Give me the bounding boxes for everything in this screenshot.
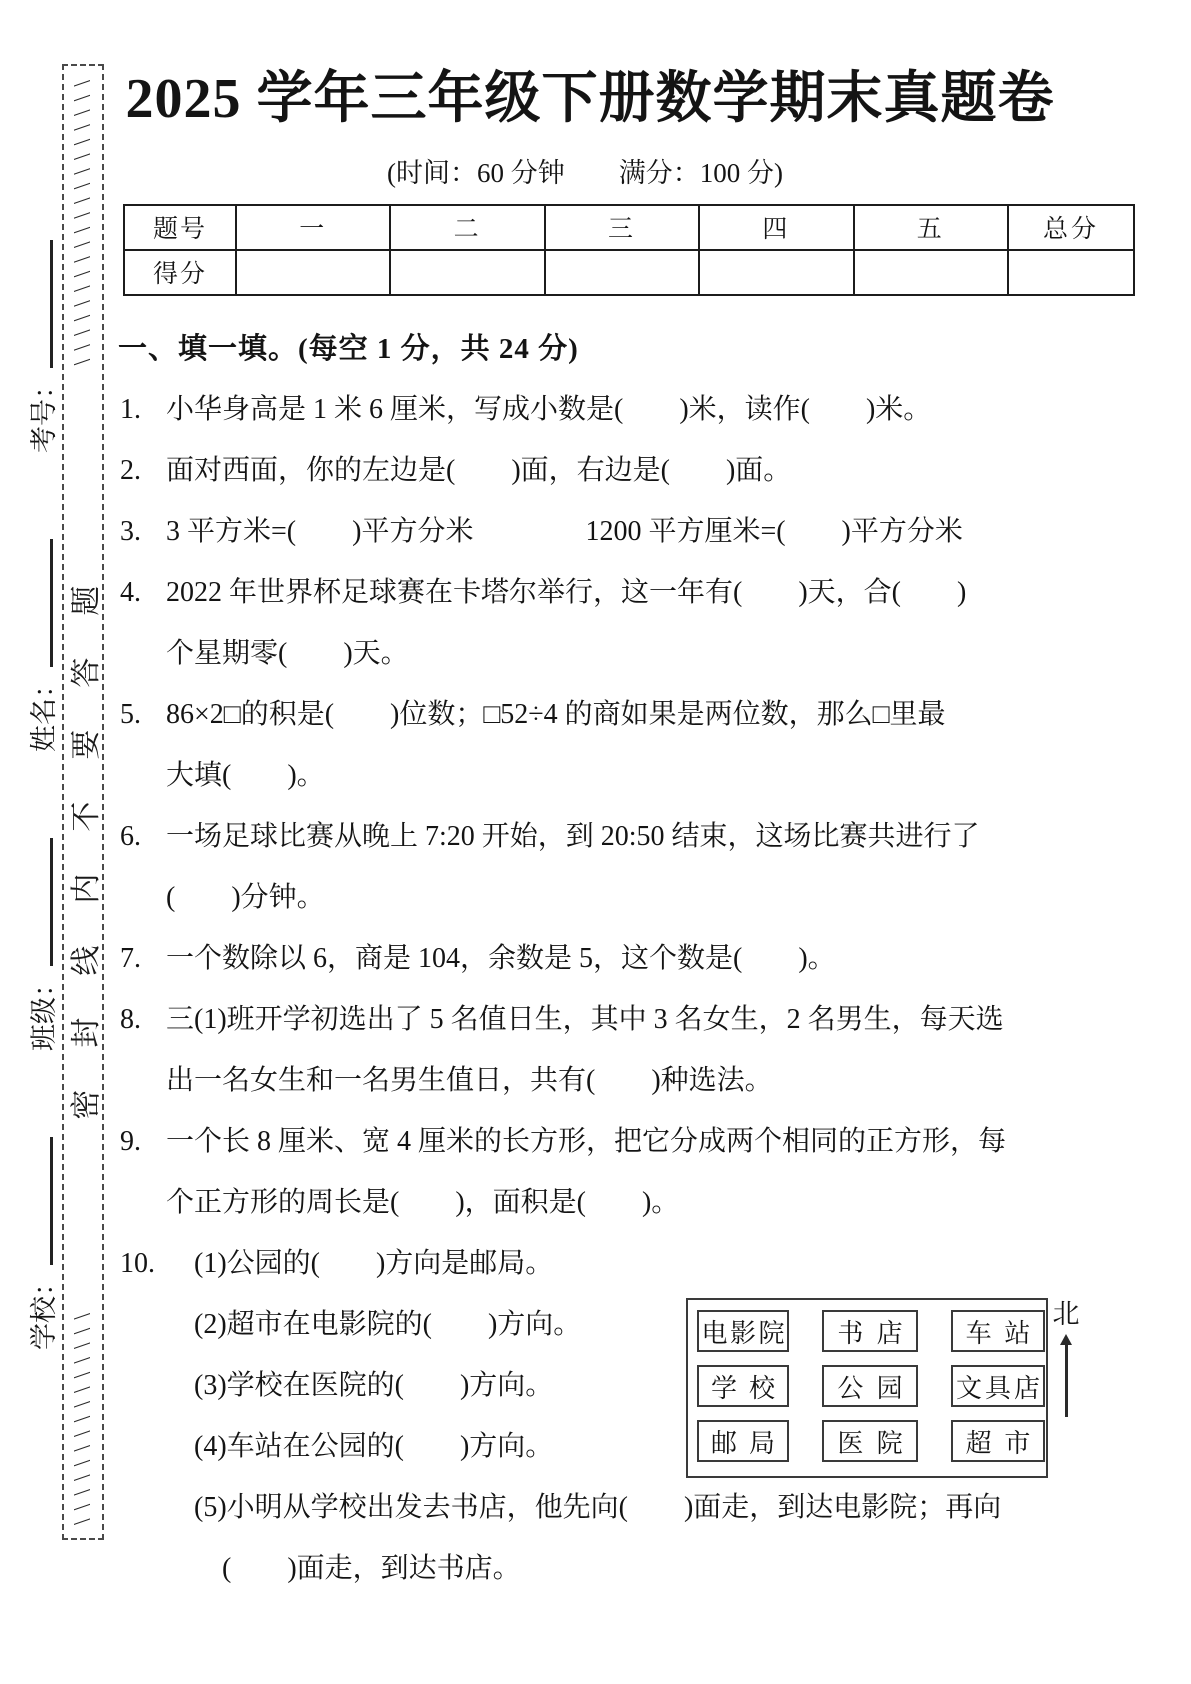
section-one-heading: 一、填一填。(每空 1 分，共 24 分) (118, 332, 579, 365)
north-indicator (1048, 1292, 1084, 1417)
seal-line-inner (64, 71, 102, 1533)
question-line: (4)车站在公园的( )方向。 (166, 1430, 554, 1462)
map-figure (686, 1298, 1048, 1478)
question-line: (1)公园的( )方向是邮局。 (166, 1247, 554, 1279)
question-line: 一场足球比赛从晚上 7:20 开始，到 20:50 结束，这场比赛共进行了 (166, 820, 980, 852)
map-location-char: 书 (837, 1318, 864, 1348)
map-location-char: 公 (837, 1373, 864, 1403)
score-table-cell: 三 (545, 205, 699, 250)
score-table-cell: 总分 (1008, 205, 1134, 250)
map-location-char: 具 (984, 1373, 1011, 1403)
north-arrow-icon (1060, 1334, 1072, 1345)
question (120, 440, 1180, 501)
seal-field-blank (26, 539, 53, 667)
score-table-row (124, 205, 1134, 250)
seal-line-strip (62, 64, 104, 1540)
question-number: 8. (120, 1003, 141, 1035)
score-table (123, 204, 1135, 296)
map-location-char: 局 (748, 1428, 775, 1458)
map-location-char: 学 (710, 1373, 737, 1403)
page-title: 2025 学年三年级下册数学期末真题卷 (125, 68, 1055, 130)
question (120, 684, 1180, 806)
question-line: 3 平方米=( )平方分米 1200 平方厘米=( )平方分米 (166, 515, 963, 547)
question-line: 2022 年世界杯足球赛在卡塔尔举行，这一年有( )天，合( ) (166, 576, 967, 608)
seal-field-label: 班级： (28, 970, 59, 1051)
question-line: ( )分钟。 (166, 881, 325, 913)
seal-field-label: 考号： (28, 372, 59, 453)
question-line: (3)学校在医院的( )方向。 (166, 1369, 554, 1401)
map-location-box (697, 1310, 789, 1352)
question-body (166, 379, 1180, 440)
map-location-box (822, 1310, 918, 1352)
question-body (166, 684, 1180, 806)
question-body (166, 1111, 1180, 1233)
question (120, 806, 1180, 928)
question-number: 1. (120, 393, 141, 425)
map-location-char: 超 (965, 1428, 992, 1458)
seal-field (22, 838, 61, 1051)
map-location-box (697, 1365, 789, 1407)
seal-field-label: 学校： (28, 1269, 59, 1350)
score-table-cell: 二 (390, 205, 544, 250)
seal-warning-text: 密封线内不要答题 (70, 543, 103, 1120)
question-body (166, 501, 1180, 562)
north-label: 北 (1052, 1299, 1080, 1329)
question (120, 1111, 1180, 1233)
question-number: 6. (120, 820, 141, 852)
question-number: 4. (120, 576, 141, 608)
question-number: 10. (120, 1247, 155, 1279)
seal-field-label: 姓名： (28, 671, 59, 752)
question-line: 86×2□的积是( )位数；□52÷4 的商如果是两位数，那么□里最 (166, 698, 946, 730)
question-number: 9. (120, 1125, 141, 1157)
question-line: ( )面走，到达书店。 (166, 1552, 521, 1584)
question (120, 379, 1180, 440)
question-line: 三(1)班开学初选出了 5 名值日生，其中 3 名女生，2 名男生，每天选 (166, 1003, 1004, 1035)
map-location-char: 医 (837, 1428, 864, 1458)
seal-field (22, 240, 61, 453)
question-line: 小华身高是 1 米 6 厘米，写成小数是( )米，读作( )米。 (166, 393, 932, 425)
map-location-char: 市 (1004, 1428, 1031, 1458)
question-number: 5. (120, 698, 141, 730)
question-line: 一个长 8 厘米、宽 4 厘米的长方形，把它分成两个相同的正方形，每 (166, 1125, 1007, 1157)
map-location-char: 文 (955, 1373, 982, 1403)
question-number: 2. (120, 454, 141, 486)
score-table-cell: 四 (699, 205, 853, 250)
question-line: 面对西面，你的左边是( )面，右边是( )面。 (166, 454, 792, 486)
seal-slashes-top: \ \ \ \ \ \ \ \ \ \ \ \ \ \ \ \ \ \ \ \ (69, 79, 96, 366)
score-table-cell (390, 250, 544, 295)
question (120, 562, 1180, 684)
question-number: 3. (120, 515, 141, 547)
map-location-char: 院 (758, 1318, 785, 1348)
seal-slashes-bottom: \ \ \ \ \ \ \ \ \ \ \ \ \ \ \ (69, 1311, 96, 1525)
seal-field (22, 539, 61, 752)
score-table-label-cell: 题号 (124, 205, 236, 250)
question (120, 928, 1180, 989)
question-line: 个正方形的周长是( )，面积是( )。 (166, 1186, 680, 1218)
question-line: 一个数除以 6，商是 104，余数是 5，这个数是( )。 (166, 942, 836, 974)
question (120, 989, 1180, 1111)
map-location-box (697, 1420, 789, 1462)
map-location-char: 校 (748, 1373, 775, 1403)
map-location-char: 店 (876, 1318, 903, 1348)
question-body (166, 562, 1180, 684)
question-line: 个星期零( )天。 (166, 637, 409, 669)
map-location-box (822, 1365, 918, 1407)
map-location-char: 邮 (710, 1428, 737, 1458)
map-location-char: 电 (701, 1318, 728, 1348)
score-table-cell (236, 250, 390, 295)
map-location-char: 园 (876, 1373, 903, 1403)
score-table-label-cell: 得分 (124, 250, 236, 295)
seal-field-blank (26, 240, 53, 368)
score-table-cell (1008, 250, 1134, 295)
map-location-char: 影 (729, 1318, 756, 1348)
question-body (166, 989, 1180, 1111)
question-line: 大填( )。 (166, 759, 325, 791)
question-line: (5)小明从学校出发去书店，他先向( )面走，到达电影院；再向 (166, 1491, 1002, 1523)
score-table-row (124, 250, 1134, 295)
map-grid (688, 1300, 1046, 1462)
map-location-char: 院 (876, 1428, 903, 1458)
seal-field (22, 1137, 61, 1350)
map-location-char: 车 (965, 1318, 992, 1348)
question-line: (2)超市在电影院的( )方向。 (166, 1308, 582, 1340)
score-table-cell: 一 (236, 205, 390, 250)
seal-field-blank (26, 1137, 53, 1265)
map-location-box (951, 1365, 1045, 1407)
map-location-box (951, 1310, 1045, 1352)
question-body (166, 806, 1180, 928)
north-arrow-line (1065, 1345, 1068, 1417)
exam-time-score-meta: (时间：60 分钟 满分：100 分) (387, 157, 783, 188)
map-location-char: 店 (1013, 1373, 1040, 1403)
question-body (166, 928, 1180, 989)
map-location-char: 站 (1004, 1318, 1031, 1348)
question-number: 7. (120, 942, 141, 974)
question (120, 501, 1180, 562)
score-table-cell (854, 250, 1008, 295)
map-location-box (822, 1420, 918, 1462)
question-body (166, 440, 1180, 501)
score-table-cell (545, 250, 699, 295)
seal-field-blank (26, 838, 53, 966)
score-table-cell (699, 250, 853, 295)
map-location-box (951, 1420, 1045, 1462)
question-line: 出一名女生和一名男生值日，共有( )种选法。 (166, 1064, 773, 1096)
score-table-cell: 五 (854, 205, 1008, 250)
